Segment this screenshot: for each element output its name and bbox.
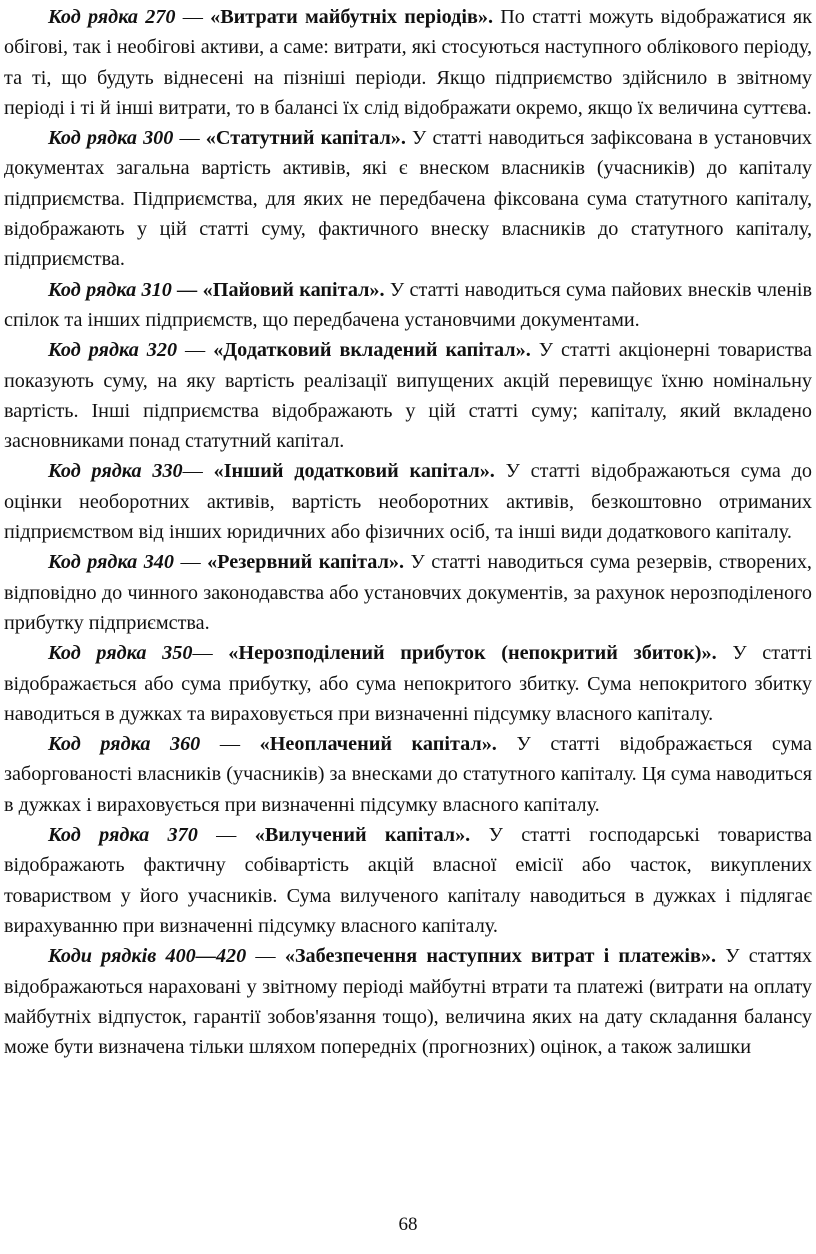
paragraph-text: У статтях відображаються нараховані у звітному періоді майбутні втрати та платежі (витрати на оплату майбутніх відпусток, гарантії зобов'язання тощо), величина яких на дату складання балансу може бути визначена тільки шляхом попередніх (прогнозних) оцінок, а також залишки: [4, 945, 812, 1059]
paragraph-row-340: [4, 547, 812, 638]
dash-separator: —: [197, 824, 255, 847]
row-code: Код рядка 300: [48, 127, 174, 150]
paragraph-text: По статті можуть відображатися як обігові, так і необігові активи, а саме: витрати, які стосуються наступного облікового періоду, та ті, що будуть віднесені на пізніші періоди. Якщо підприємство здійснило в звітному періоді і ті й інші витрати, то в балансі їх слід відображати окремо, якщо їх величина суттєва.: [4, 6, 813, 119]
document-body: [4, 2, 812, 1062]
paragraph-row-360: [4, 729, 812, 820]
paragraph-text: У статті наводиться сума пайових внесків членів спілок та інших підприємств, що передбачена установчими документами.: [4, 278, 813, 331]
paragraph-row-310: [4, 275, 812, 336]
paragraph-text: У статті акціонерні товариства показують суму, на яку вартість реалізації випущених акцій перевищує їхню номінальну вартість. Інші підприємства відображають у цій статті суму; капіталу, який вкладено засновниками понад статутний капітал.: [4, 339, 812, 453]
dash-separator: —: [174, 551, 208, 574]
row-code: Код рядка 330: [48, 460, 183, 483]
paragraph-row-350: [4, 638, 812, 729]
item-title: «Забезпечення наступних витрат і платежів».: [284, 945, 717, 968]
paragraph-row-330: [4, 456, 812, 547]
dash-separator: —: [175, 6, 211, 28]
row-code: Код рядка 310 —: [48, 278, 198, 301]
paragraph-text: У статті відображається або сума прибутку, або сума непокритого збитку. Сума непокритого збитку наводиться в дужках та вираховується при визначенні підсумку власного капіталу.: [4, 642, 813, 725]
dash-separator: —: [177, 339, 214, 362]
row-code: Код рядка 320: [48, 339, 178, 362]
dash-separator: —: [192, 642, 229, 665]
row-code: Код рядка 350: [48, 642, 193, 665]
dash-separator: —: [173, 127, 206, 150]
item-title: «Нерозподілений прибуток (непокритий збиток)».: [228, 642, 717, 665]
paragraph-row-300: [4, 123, 812, 274]
item-title: «Пайовий капітал».: [202, 278, 385, 301]
page-number: 68: [398, 1214, 418, 1235]
item-title: «Витрати майбутніх періодів».: [210, 6, 494, 28]
item-title: «Неоплачений капітал».: [259, 733, 497, 756]
paragraph-row-270: [4, 2, 812, 123]
paragraph-text: У статті відображається сума заборгованості власників (учасників) за внесками до статутного капіталу. Ця сума наводиться в дужках і вираховується при визначенні підсумку власного капіталу.: [4, 733, 812, 816]
row-code: Код рядка 370: [48, 824, 198, 847]
paragraph-text: У статті господарські товариства відображають фактичну собівартість акцій власної емісії або часток, викуплених товариством у його учасників. Сума вилученого капіталу наводиться в дужках і підлягає вирахуванню при визначенні підсумку власного капіталу.: [4, 824, 812, 937]
paragraph-text: У статті наводиться сума резервів, створених, відповідно до чинного законодавства або установчих документів, за рахунок нерозподіленого прибутку підприємства.: [4, 551, 812, 634]
row-code: Код рядка 360: [48, 733, 201, 756]
dash-separator: —: [200, 733, 260, 756]
item-title: «Додатковий вкладений капітал».: [213, 339, 531, 362]
item-title: «Статутний капітал».: [205, 127, 406, 150]
dash-separator: —: [182, 460, 214, 483]
row-code: Код рядка 270: [48, 6, 176, 28]
row-code: Код рядка 340: [48, 551, 174, 574]
paragraph-row-370: [4, 820, 812, 941]
paragraph-text: У статті відображаються сума до оцінки необоротних активів, вартість необоротних активів, безкоштовно отриманих підприємством від інших юридичних або фізичних осіб, та інші види додаткового капіталу.: [4, 460, 812, 544]
paragraph-row-320: [4, 335, 812, 456]
paragraph-text: У статті наводиться зафіксована в установчих документах загальна вартість активів, які є внеском власників (учасників) до капіталу підприємства. Підприємства, для яких не передбачена фіксована сума статутного капіталу, відображають у цій статті суму, фактичного внеску власників до статутного капіталу, підприємства.: [4, 127, 812, 271]
item-title: «Резервний капітал».: [207, 551, 405, 574]
item-title: «Інший додатковий капітал».: [213, 460, 495, 483]
row-code: Коди рядків 400—420: [48, 945, 247, 968]
item-title: «Вилучений капітал».: [254, 824, 471, 847]
dash-separator: —: [246, 945, 285, 968]
paragraph-rows-400-420: [4, 941, 812, 1062]
